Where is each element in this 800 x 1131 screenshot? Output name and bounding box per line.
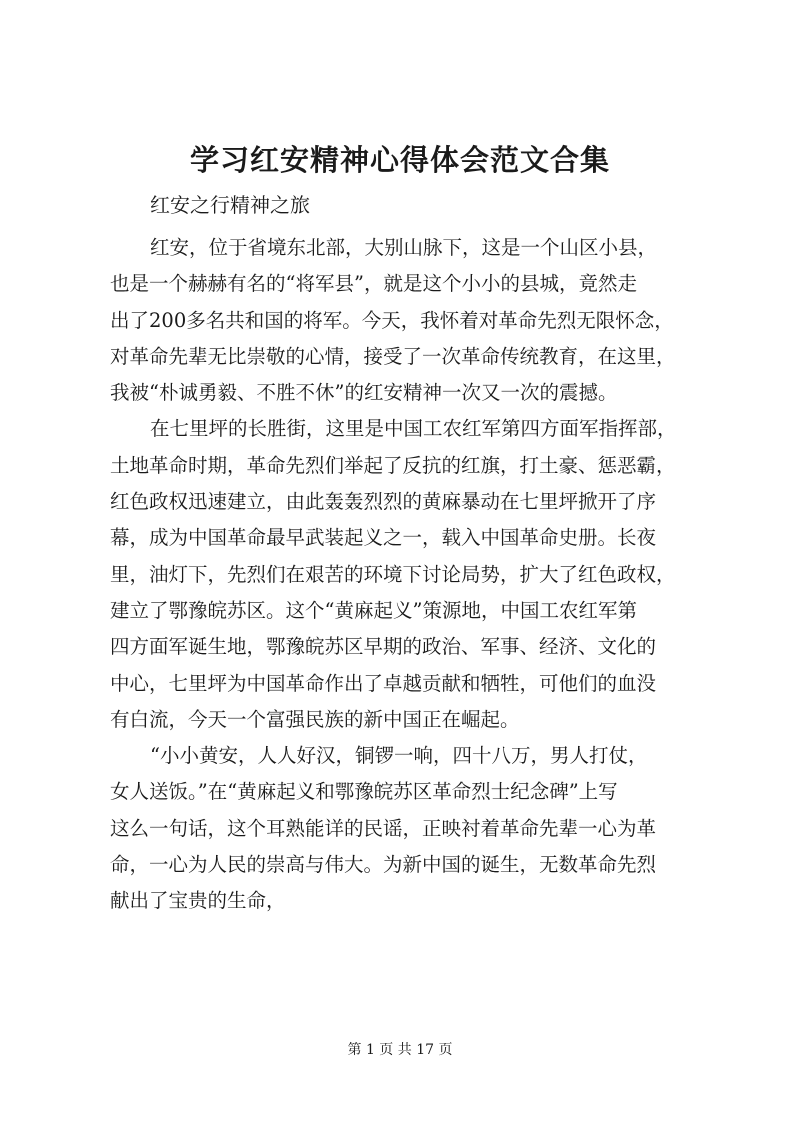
paragraph-1 xyxy=(110,230,696,411)
text-line: 我被“朴诚勇毅、不胜不休”的红安精神一次又一次的震撼。 xyxy=(110,381,618,405)
text-line: 红安，位于省境东北部，大别山脉下，这是一个山区小县， xyxy=(150,236,658,259)
text-line: 红色政权迅速建立，由此轰轰烈烈的黄麻暴动在七里坪掀开了序 xyxy=(110,490,657,514)
text-line: 在七里坪的长胜街，这里是中国工农红军第四方面军指挥部， xyxy=(150,417,677,441)
text-line: 幕，成为中国革命最早武装起义之一，载入中国革命史册。长夜 xyxy=(110,526,657,550)
text-line: 里，油灯下，先烈们在艰苦的环境下讨论局势，扩大了红色政权， xyxy=(110,562,676,586)
text-line: 命，一心为人民的崇高与伟大。为新中国的诞生，无数革命先烈 xyxy=(110,853,657,877)
text-line: 四方面军诞生地，鄂豫皖苏区早期的政治、军事、经济、文化的 xyxy=(110,635,657,659)
text-line: 对革命先辈无比崇敬的心情，接受了一次革命传统教育，在这里， xyxy=(110,344,676,368)
document-subtitle: 红安之行精神之旅 xyxy=(150,193,310,217)
document-title: 学习红安精神心得体会范文合集 xyxy=(189,143,610,177)
text-line: 这么一句话，这个耳熟能详的民谣，正映衬着革命先辈一心为革 xyxy=(110,816,657,840)
page-number-footer: 第 1 页 共 17 页 xyxy=(347,1042,453,1058)
text-line: 土地革命时期，革命先烈们举起了反抗的红旗，打土豪、惩恶霸， xyxy=(110,453,676,477)
text-line: 中心，七里坪为中国革命作出了卓越贡献和牺牲，可他们的血没 xyxy=(110,671,657,695)
text-line: 出了200多名共和国的将军。今天，我怀着对革命先烈无限怀念， xyxy=(110,308,674,332)
text-line: “小小黄安，人人好汉，铜锣一响，四十八万，男人打仗， xyxy=(150,744,648,768)
text-line: 建立了鄂豫皖苏区。这个“黄麻起义”策源地，中国工农红军第 xyxy=(110,598,637,622)
text-line: 女人送饭。”在“黄麻起义和鄂豫皖苏区革命烈士纪念碑”上写 xyxy=(110,780,618,804)
paragraph-3 xyxy=(110,738,696,919)
paragraph-2 xyxy=(110,411,696,738)
text-line: 有白流，今天一个富强民族的新中国正在崛起。 xyxy=(110,707,520,731)
document-body xyxy=(110,230,696,920)
text-line: 也是一个赫赫有名的“将军县”，就是这个小小的县城，竟然走 xyxy=(110,272,637,296)
text-line: 献出了宝贵的生命， xyxy=(110,889,286,913)
